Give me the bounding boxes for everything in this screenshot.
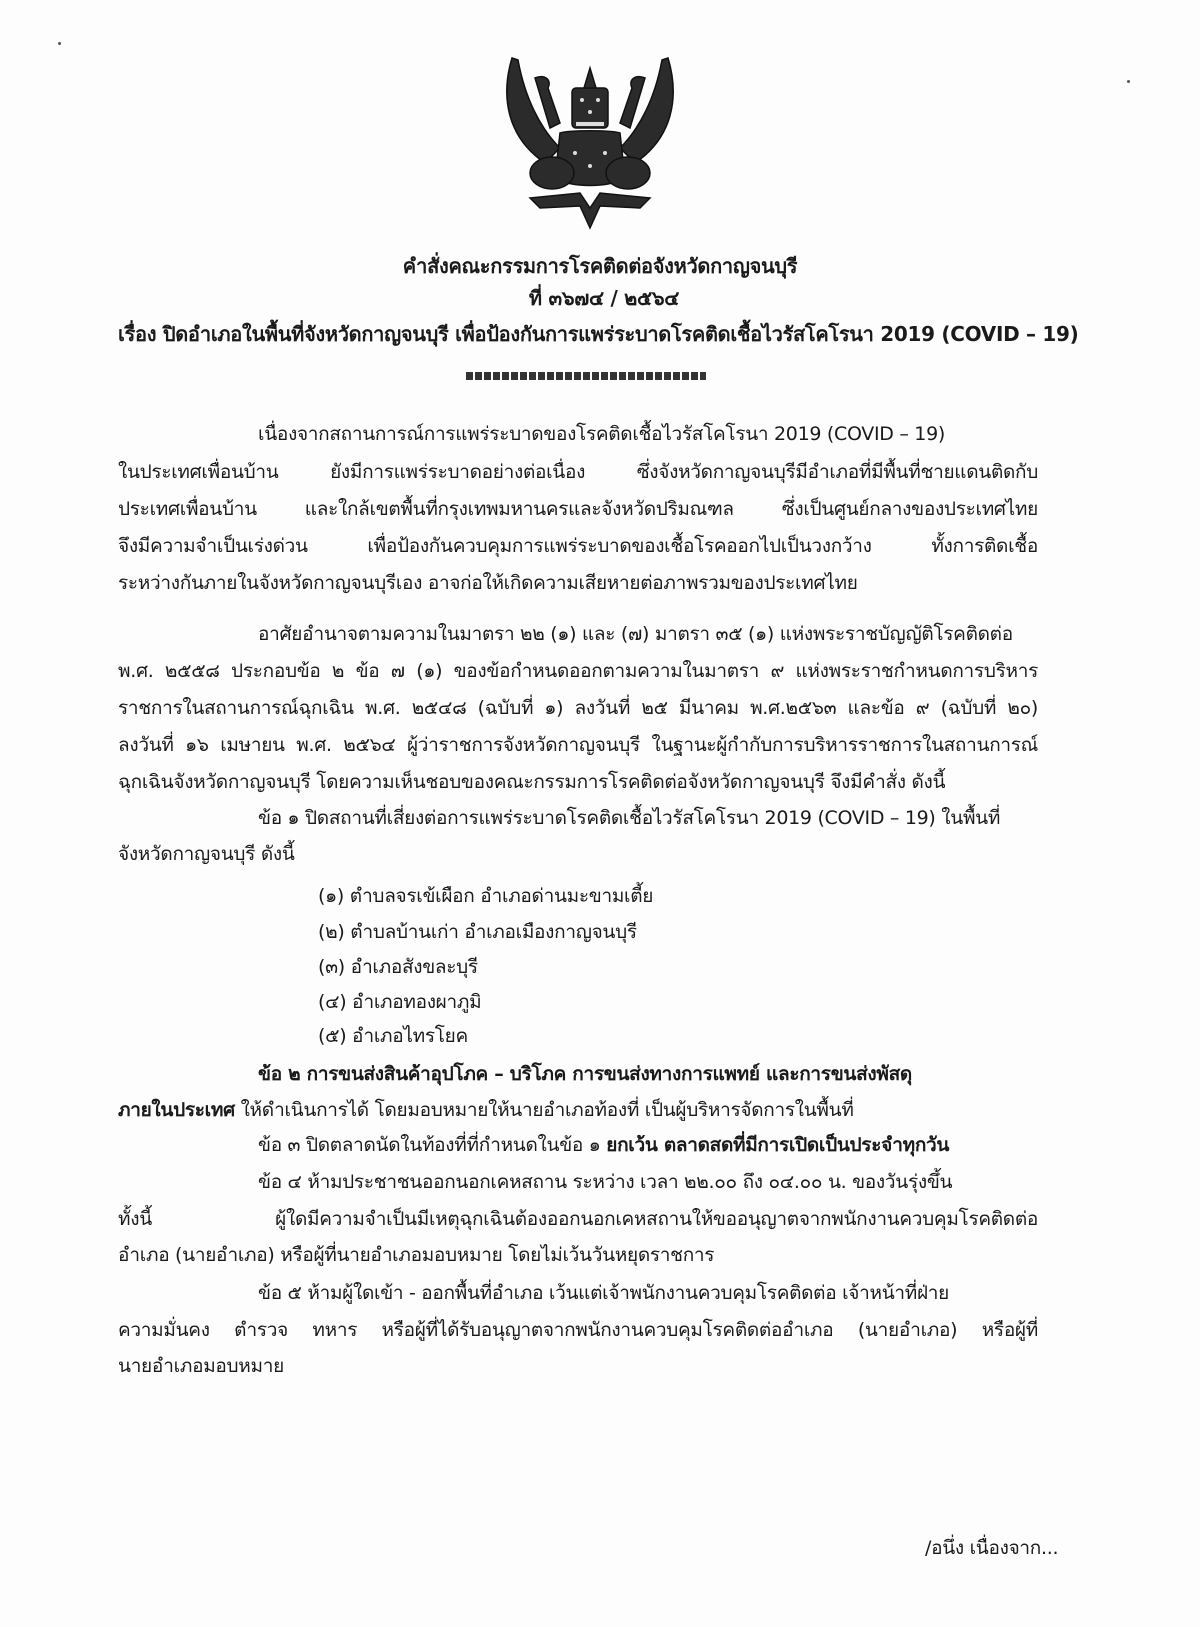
area-item: (๕) อำเภอไทรโยค [318,1025,468,1047]
clause-4: ข้อ ๔ ห้ามประชาชนออกนอกเคหสถาน ระหว่าง เวลา ๒๒.๐๐ ถึง ๐๔.๐๐ น. ของวันรุ่งขึ้น [258,1171,953,1193]
clause-3-text: ข้อ ๓ ปิดตลาดนัดในท้องที่ที่กำหนดในข้อ ๑ [258,1134,607,1156]
clause-2-cont [118,1098,854,1122]
scan-speck [58,42,61,45]
clause-3-exception: ยกเว้น ตลาดสดที่มีการเปิดเป็นประจำทุกวัน [606,1134,950,1156]
area-item: (๔) อำเภอทองผาภูมิ [318,991,482,1013]
area-item: (๒) ตำบลบ้านเก่า อำเภอเมืองกาญจนบุรี [318,921,637,943]
clause-1: ข้อ ๑ ปิดสถานที่เสี่ยงต่อการแพร่ระบาดโรคติดเชื้อไวรัสโคโรนา 2019 (COVID – 19) ในพื้นที่ [258,807,1001,829]
garuda-emblem-icon [490,38,690,233]
clause-4-cont: อำเภอ (นายอำเภอ) หรือผู้ที่นายอำเภอมอบหมาย โดยไม่เว้นวันหยุดราชการ [118,1244,715,1266]
separator-stars [466,372,706,380]
clause-2-bold: ภายในประเทศ [118,1099,235,1121]
clause-3 [258,1133,949,1157]
paragraph-line: ในประเทศเพื่อนบ้าน ยังมีการแพร่ระบาดอย่างต่อเนื่อง ซึ่งจังหวัดกาญจนบุรีมีอำเภอที่มีพื้นที่ชายแดนติดกับ [118,461,1038,483]
order-number: ที่ ๓๖๗๔ / ๒๕๖๔ [528,286,680,310]
paragraph-line: เนื่องจากสถานการณ์การแพร่ระบาดของโรคติดเชื้อไวรัสโคโรนา 2019 (COVID – 19) [258,423,945,445]
paragraph-line: ราชการในสถานการณ์ฉุกเฉิน พ.ศ. ๒๕๔๘ (ฉบับที่ ๑) ลงวันที่ ๒๕ มีนาคม พ.ศ.๒๕๖๓ และข้อ ๙ (ฉบับที่ ๒๐) [118,697,1038,719]
clause-5-cont: ความมั่นคง ตำรวจ ทหาร หรือผู้ที่ได้รับอนุญาตจากพนักงานควบคุมโรคติดต่ออำเภอ (นายอำเภอ) หรือผู้ที่ [118,1319,1038,1341]
continuation-note: /อนึ่ง เนื่องจาก... [925,1537,1059,1559]
clause-1-cont: จังหวัดกาญจนบุรี ดังนี้ [118,843,295,865]
order-subject: เรื่อง ปิดอำเภอในพื้นที่จังหวัดกาญจนบุรี เพื่อป้องกันการแพร่ระบาดโรคติดเชื้อไวรัสโคโรนา 2019 (COVID – 19) [118,322,1079,346]
area-item: (๑) ตำบลจรเข้เผือก อำเภอด่านมะขามเตี้ย [318,885,654,907]
area-item: (๓) อำเภอสังขละบุรี [318,956,478,978]
clause-5-cont: นายอำเภอมอบหมาย [118,1355,284,1377]
scan-speck [1127,80,1130,83]
paragraph-line: อาศัยอำนาจตามความในมาตรา ๒๒ (๑) และ (๗) มาตรา ๓๕ (๑) แห่งพระราชบัญญัติโรคติดต่อ [258,623,1013,645]
paragraph-line: ประเทศเพื่อนบ้าน และใกล้เขตพื้นที่กรุงเทพมหานครและจังหวัดปริมณฑล ซึ่งเป็นศูนย์กลางของประเทศไทย [118,498,1038,520]
clause-2-rest: ให้ดำเนินการได้ โดยมอบหมายให้นายอำเภอท้องที่ เป็นผู้บริหารจัดการในพื้นที่ [234,1099,854,1121]
paragraph-line: จึงมีความจำเป็นเร่งด่วน เพื่อป้องกันควบคุมการแพร่ระบาดของเชื้อโรคออกไปเป็นวงกว้าง ทั้งการติดเชื้อ [118,535,1038,557]
clause-5: ข้อ ๕ ห้ามผู้ใดเข้า - ออกพื้นที่อำเภอ เว้นแต่เจ้าพนักงานควบคุมโรคติดต่อ เจ้าหน้าที่ฝ่าย [258,1282,950,1304]
paragraph-line: ระหว่างกันภายในจังหวัดกาญจนบุรีเอง อาจก่อให้เกิดความเสียหายต่อภาพรวมของประเทศไทย [118,572,858,594]
paragraph-line: พ.ศ. ๒๕๕๘ ประกอบข้อ ๒ ข้อ ๗ (๑) ของข้อกำหนดออกตามความในมาตรา ๙ แห่งพระราชกำหนดการบริหาร [118,660,1038,682]
order-heading: คำสั่งคณะกรรมการโรคติดต่อจังหวัดกาญจนบุรี [402,254,798,278]
paragraph-line: ฉุกเฉินจังหวัดกาญจนบุรี โดยความเห็นชอบของคณะกรรมการโรคติดต่อจังหวัดกาญจนบุรี จึงมีคำสั่ง ดังนี้ [118,771,946,793]
clause-4-cont: ทั้งนี้ ผู้ใดมีความจำเป็นมีเหตุฉุกเฉินต้องออกนอกเคหสถานให้ขออนุญาตจากพนักงานควบคุมโรคติดต่อ [118,1208,1038,1230]
clause-2: ข้อ ๒ การขนส่งสินค้าอุปโภค – บริโภค การขนส่งทางการแพทย์ และการขนส่งพัสดุ [258,1063,912,1085]
paragraph-line: ลงวันที่ ๑๖ เมษายน พ.ศ. ๒๕๖๔ ผู้ว่าราชการจังหวัดกาญจนบุรี ในฐานะผู้กำกับการบริหารราชการในสถานการณ์ [118,734,1038,756]
